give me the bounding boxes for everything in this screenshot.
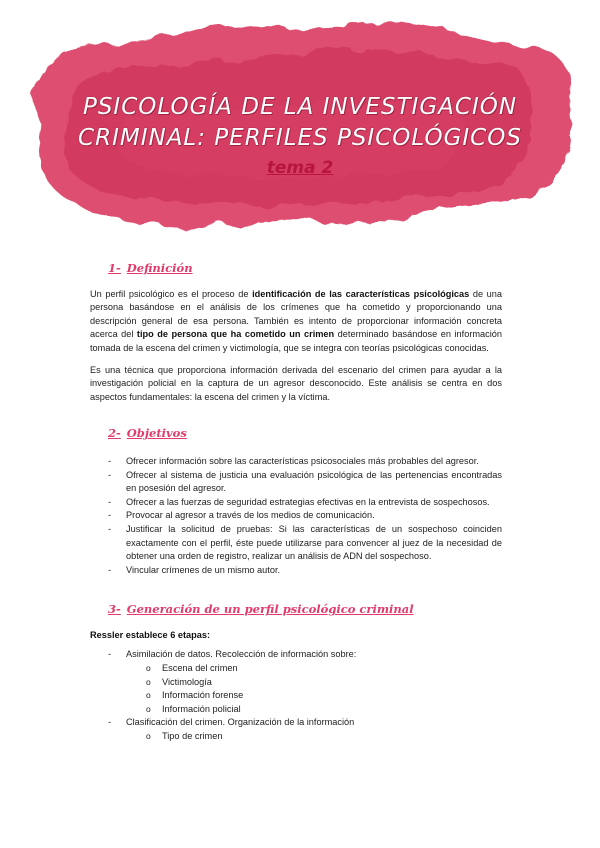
section-2-heading	[108, 427, 502, 441]
section-3-heading	[108, 603, 502, 617]
section-title: Generación de un perfil psicológico criminal	[126, 602, 414, 617]
sublist	[90, 662, 502, 716]
definition-paragraph-2: Es una técnica que proporciona información derivada del escenario del crimen para ayudar a la investigación policial en la captura de un agresor desconocido. Este análisis se centra en dos aspectos fundamentales: la escena del crimen y la víctima.	[90, 364, 502, 402]
list-item: - Ofrecer información sobre las características psicosociales más probables del agresor.	[90, 455, 502, 469]
list-item	[90, 648, 502, 716]
stages-intro: Ressler establece 6 etapas:	[90, 629, 211, 640]
list-item: - Ofrecer al sistema de justicia una evaluación psicológica de las pertenencias encontradas en posesión del agresor.	[90, 469, 502, 496]
header-banner	[0, 0, 600, 245]
list-item	[90, 716, 502, 743]
list-item: - Provocar al agresor a través de los medios de comunicación.	[90, 509, 502, 523]
stages-list	[90, 648, 502, 743]
section-number: 1-	[108, 261, 121, 275]
stage-label: Clasificación del crimen. Organización de la información	[126, 717, 355, 728]
section-number: 3-	[108, 602, 121, 617]
definition-paragraph-1: Un perfil psicológico es el proceso de identificación de las características psicológicas de una persona basándose en el análisis de los crímenes que ha cometido y proporcionando una descripción general de esa persona. También es intento de proporcionar información concreta acerca del tipo de persona que ha cometido un crimen determinado basándose en información tomada de la escena del crimen y victimología, que se integra con teorías psicológicas conocidas.	[90, 288, 503, 353]
document-body	[90, 262, 502, 744]
sublist-item: o Información forense	[90, 689, 502, 703]
section-1-heading	[108, 262, 502, 276]
section-title: Definición	[126, 261, 193, 275]
sublist-item: o Tipo de crimen	[90, 730, 502, 744]
sublist-item: o Escena del crimen	[90, 662, 502, 676]
title-line-1: PSICOLOGÍA DE LA INVESTIGACIÓN	[82, 94, 518, 120]
sublist	[90, 730, 502, 744]
list-item: - Justificar la solicitud de pruebas: Si las características de un sospechoso coinciden exactamente con el perfil, éste puede utilizarse para convencer al juez de la necesidad de obtener una orden de registro, realizar un análisis de ADN del sospechoso.	[90, 523, 502, 564]
stage-label: Asimilación de datos. Recolección de información sobre:	[126, 649, 357, 660]
title-line-2: CRIMINAL: PERFILES PSICOLÓGICOS	[78, 125, 522, 151]
objectives-list	[90, 455, 502, 577]
list-item: - Vincular crímenes de un mismo autor.	[90, 564, 502, 578]
subtitle: tema 2	[266, 158, 334, 178]
section-title: Objetivos	[126, 426, 187, 441]
list-item: - Ofrecer a las fuerzas de seguridad estrategias efectivas en la entrevista de sospechosos.	[90, 496, 502, 510]
sublist-item: o Información policial	[90, 703, 502, 717]
sublist-item: o Victimología	[90, 676, 502, 690]
section-number: 2-	[108, 426, 121, 441]
